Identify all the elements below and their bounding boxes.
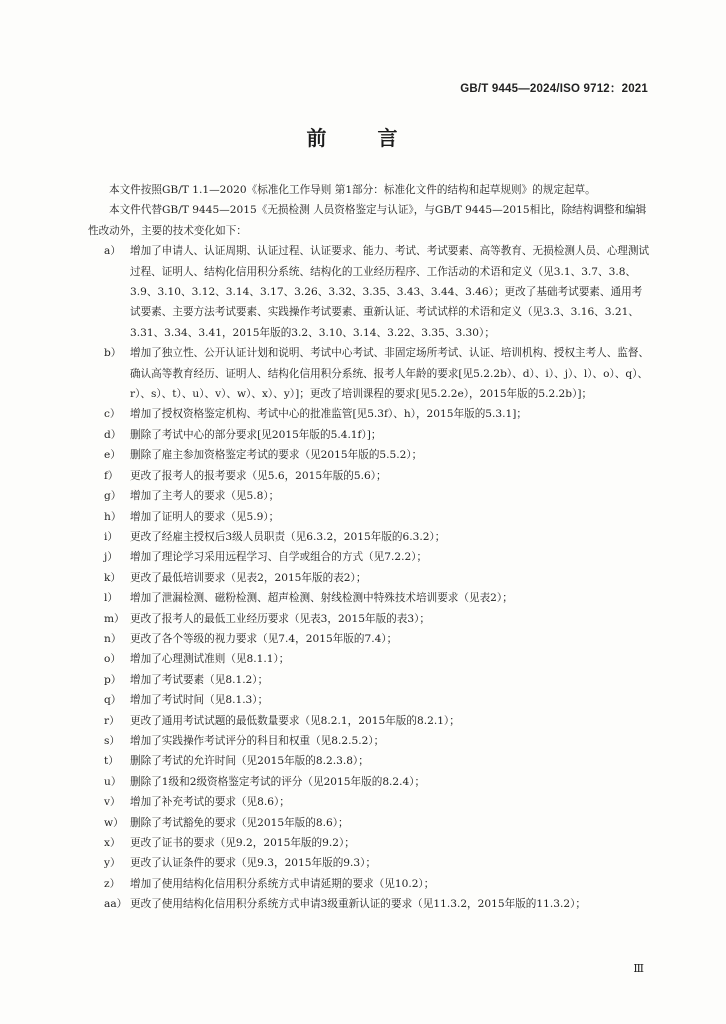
list-item-text: 删除了雇主参加资格鉴定考试的要求（见2015年版的5.5.2）； [130, 449, 423, 462]
list-item-label: o） [104, 653, 121, 666]
list-item [88, 343, 650, 404]
list-item-label: i） [104, 530, 118, 543]
list-item-label: s） [104, 734, 121, 747]
list-item-text: 增加了申请人、认证周期、认证过程、认证要求、能力、考试、考试要素、高等教育、无损检测人员、心理测试过程、证明人、结构化信用积分系统、结构化的工业经历程序、工作活动的术语和定义（见3.1、3.7、3.8、3.9、3.10、3.12、3.14、3.17、3.26、3.32、3.35、3.43、3.44、3.46）；更改了基础考试要素、通用考试要素、主要方法考试要素、实践操作考试要素、重新认证、考试试样的术语和定义（见3.3、3.16、3.21、3.31、3.34、3.41，2015年版的3.2、3.10、3.14、3.22、3.35、3.30）； [130, 245, 650, 339]
list-item-label: y） [104, 857, 121, 870]
list-item-label: z） [104, 877, 121, 890]
list-item-label: x） [104, 837, 121, 849]
list-item-label: q） [104, 694, 122, 707]
list-item-text: 删除了考试中心的部分要求[见2015年版的5.4.1f）]； [130, 428, 382, 441]
list-item-text: 增加了泄漏检测、磁粉检测、超声检测、射线检测中特殊技术培训要求（见表2）； [130, 592, 513, 605]
list-item-label: b） [104, 347, 122, 360]
list-item-label: u） [104, 775, 122, 788]
list-item [88, 731, 650, 751]
list-item-text: 增加了使用结构化信用积分系统方式申请延期的要求（见10.2）； [130, 877, 435, 890]
list-item-text: 更改了各个等级的视力要求（见7.4，2015年版的7.4）； [130, 632, 398, 645]
list-item [88, 568, 650, 588]
list-item [88, 670, 650, 690]
list-item [88, 833, 650, 853]
list-item [88, 404, 650, 424]
list-item [88, 711, 650, 731]
document-body [88, 180, 650, 915]
list-item-label: n） [104, 632, 122, 645]
list-item [88, 649, 650, 669]
list-item [88, 425, 650, 445]
list-item-text: 删除了考试的允许时间（见2015年版的8.2.3.8）； [130, 755, 369, 768]
list-item-text: 更改了报考人的报考要求（见5.6，2015年版的5.6）； [130, 469, 387, 482]
list-item [88, 507, 650, 527]
intro-paragraph-2: 本文件代替GB/T 9445—2015《无损检测 人员资格鉴定与认证》，与GB/T 9445—2015相比，除结构调整和编辑性改动外，主要的技术变化如下： [88, 204, 647, 237]
list-item-text: 删除了考试豁免的要求（见2015年版的8.6）； [130, 816, 349, 829]
list-item-text: 更改了证书的要求（见9.2，2015年版的9.2）； [130, 837, 355, 849]
list-item [88, 241, 650, 343]
list-item-text: 更改了最低培训要求（见表2，2015年版的表2）； [130, 571, 367, 584]
list-item-label: g） [104, 490, 122, 503]
list-item [88, 813, 650, 833]
list-item-text: 增加了实践操作考试评分的科目和权重（见8.2.5.2）； [130, 734, 385, 747]
list-item [88, 527, 650, 547]
list-item-text: 增加了考试时间（见8.1.3）； [130, 694, 269, 707]
intro-paragraph-1: 本文件按照GB/T 1.1—2020《标准化工作导则 第1部分：标准化文件的结构和起草规则》的规定起草。 [109, 184, 596, 196]
page-number: Ⅲ [633, 962, 644, 975]
list-item-text: 更改了认证条件的要求（见9.3，2015年版的9.3）； [130, 857, 377, 870]
list-item [88, 690, 650, 710]
list-item [88, 609, 650, 629]
list-item-text: 删除了1级和2级资格鉴定考试的评分（见2015年版的8.2.4）； [130, 775, 426, 788]
list-item-text: 更改了使用结构化信用积分系统方式申请3级重新认证的要求（见11.3.2，2015年版的11.3.2）； [130, 898, 586, 911]
list-item-text: 更改了通用考试试题的最低数量要求（见8.2.1，2015年版的8.2.1）； [130, 714, 460, 727]
list-item-label: k） [104, 571, 122, 584]
list-item-text: 增加了心理测试准则（见8.1.1）； [130, 653, 290, 666]
list-item [88, 792, 650, 812]
list-item-text: 增加了理论学习采用远程学习、自学或组合的方式（见7.2.2）； [130, 551, 428, 564]
list-item-label: t） [104, 755, 119, 768]
list-item-text: 更改了经雇主授权后3级人员职责（见6.3.2，2015年版的6.3.2）； [130, 530, 446, 543]
list-item-label: w） [104, 816, 124, 829]
page-title: 前 言 [306, 126, 420, 150]
list-item [88, 629, 650, 649]
list-item [88, 445, 650, 465]
list-item [88, 751, 650, 771]
list-item [88, 874, 650, 894]
list-item-text: 增加了补充考试的要求（见8.6）； [130, 796, 290, 809]
list-item-label: e） [104, 449, 121, 462]
list-item-label: a） [104, 245, 121, 258]
technical-changes-list [88, 241, 650, 914]
list-item [88, 547, 650, 567]
list-item-label: m） [104, 612, 125, 625]
list-item-label: aa） [104, 898, 128, 911]
list-item-text: 增加了考试要素（见8.1.2）； [130, 673, 269, 686]
list-item-text: 增加了授权资格鉴定机构、考试中心的批准监管[见5.3f）、h），2015年版的5.3.1]； [130, 408, 527, 421]
list-item [88, 588, 650, 608]
list-item-label: d） [104, 428, 122, 441]
list-item [88, 772, 650, 792]
list-item-text: 更改了报考人的最低工业经历要求（见表3，2015年版的表3）； [130, 612, 430, 625]
list-item-text: 增加了证明人的要求（见5.9）； [130, 510, 280, 523]
list-item-label: j） [104, 551, 118, 564]
list-item [88, 486, 650, 506]
standard-code-header: GB/T 9445—2024/ISO 9712：2021 [460, 83, 648, 95]
list-item-label: c） [104, 408, 121, 421]
list-item-label: f） [104, 469, 119, 482]
list-item [88, 853, 650, 873]
list-item-text: 增加了独立性、公开认证计划和说明、考试中心考试、非固定场所考试、认证、培训机构、授权主考人、监督、确认高等教育经历、证明人、结构化信用积分系统、报考人年龄的要求[见5.2.2b）、d）、i）、j）、l）、o）、q）、r）、s）、t）、u）、v）、w）、x）、y）]；更改了培训课程的要求[见5.2.2e），2015年版的5.2.2b）]； [130, 347, 650, 401]
list-item-label: v） [104, 796, 121, 809]
list-item-text: 增加了主考人的要求（见5.8）； [130, 490, 280, 503]
list-item [88, 466, 650, 486]
list-item-label: l） [104, 592, 118, 605]
list-item-label: h） [104, 510, 122, 523]
list-item-label: p） [104, 673, 122, 686]
list-item [88, 894, 650, 914]
list-item-label: r） [104, 714, 120, 727]
